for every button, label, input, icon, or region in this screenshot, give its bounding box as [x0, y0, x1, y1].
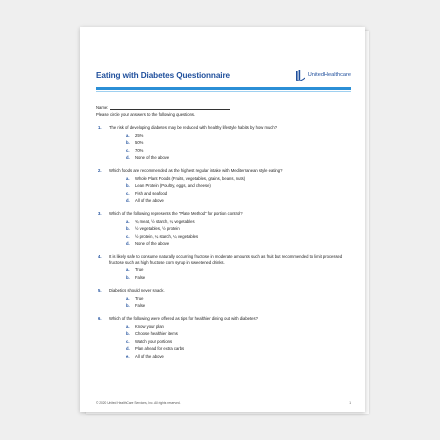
option-letter: b.	[126, 331, 130, 337]
option-letter: e.	[126, 353, 130, 359]
question-text: It is likely safe to consume naturally occurring fructose in moderate amounts such as fruit but recommended to limit processed fructose such as high fructose corn syrup in sweetened drinks.	[109, 254, 343, 265]
header-rule	[96, 87, 351, 90]
page-footer	[96, 401, 351, 405]
option-letter: d.	[126, 346, 130, 352]
answer-option[interactable]	[126, 233, 351, 241]
answer-option[interactable]	[126, 240, 351, 248]
name-blank-line[interactable]	[110, 105, 230, 110]
question-number: 2.	[98, 168, 102, 174]
answer-option[interactable]	[126, 182, 351, 190]
question-row	[96, 125, 351, 131]
question-number: 4.	[98, 254, 102, 260]
option-text: ½ vegetables, ½ protein	[135, 226, 180, 232]
option-letter: d.	[126, 198, 130, 204]
answer-option[interactable]	[126, 323, 351, 331]
question-2	[96, 168, 351, 205]
option-letter: b.	[126, 274, 130, 280]
question-row	[96, 254, 351, 265]
question-4	[96, 254, 351, 281]
name-label: Name:	[96, 105, 109, 110]
instructions: Please circle your answers to the following questions.	[96, 112, 196, 117]
option-text: Choose healthier items	[135, 331, 178, 337]
option-letter: c.	[126, 338, 130, 344]
option-text: Whole Plant Foods (Fruits, vegetables, grains, beans, nuts)	[135, 175, 246, 181]
option-letter: a.	[126, 175, 130, 181]
answer-options	[126, 218, 351, 248]
answer-options	[126, 175, 351, 205]
question-number: 1.	[98, 125, 102, 130]
option-text: Know your plan	[135, 323, 164, 329]
option-letter: a.	[126, 218, 130, 224]
answer-option[interactable]	[126, 345, 351, 353]
option-text: None of the above	[135, 155, 170, 161]
answer-options	[126, 266, 351, 281]
answer-option[interactable]	[126, 274, 351, 282]
name-field[interactable]	[96, 105, 351, 110]
option-text: 70%	[135, 147, 144, 153]
question-list	[96, 125, 351, 360]
option-text: None of the above	[135, 241, 170, 247]
option-text: 25%	[135, 132, 144, 138]
option-text: ½ protein, ¼ starch, ¼ vegetables	[135, 233, 199, 239]
option-letter: b.	[126, 183, 130, 189]
option-letter: b.	[126, 140, 130, 146]
answer-option[interactable]	[126, 266, 351, 274]
option-text: Lean Protein (Poultry, eggs, and cheese)	[135, 183, 211, 189]
answer-option[interactable]	[126, 330, 351, 338]
answer-option[interactable]	[126, 190, 351, 198]
option-text: Watch your portions	[135, 338, 173, 344]
logo-mark-icon	[296, 70, 305, 81]
option-letter: b.	[126, 226, 130, 232]
answer-options	[126, 323, 351, 361]
option-text: False	[135, 303, 146, 309]
questionnaire-page	[80, 27, 365, 412]
page-header	[96, 67, 351, 83]
answer-option[interactable]	[126, 147, 351, 155]
question-text: Which foods are recommended as the highest regular intake with Mediterranean style eating?	[109, 168, 283, 174]
question-row	[96, 211, 351, 217]
answer-option[interactable]	[126, 338, 351, 346]
answer-option[interactable]	[126, 132, 351, 140]
question-3	[96, 211, 351, 248]
question-text: Which of the following were offered as tips for healthier dining out with diabetes?	[109, 316, 258, 322]
option-text: Plan ahead for extra carbs	[135, 346, 185, 352]
question-number: 3.	[98, 211, 102, 217]
question-6	[96, 316, 351, 360]
option-letter: d.	[126, 241, 130, 247]
option-letter: a.	[126, 323, 130, 329]
option-text: False	[135, 274, 146, 280]
answer-option[interactable]	[126, 225, 351, 233]
page-number: 1	[349, 401, 351, 405]
question-5	[96, 288, 351, 310]
header-rule-thin	[96, 91, 351, 92]
question-text: Which of the following represents the "Plate Method" for portion control?	[109, 211, 243, 217]
option-text: Fish and seafood	[135, 190, 168, 196]
question-text: The risk of developing diabetes may be reduced with healthy lifestyle habits by how much?	[109, 125, 278, 130]
question-1	[96, 125, 351, 162]
answer-options	[126, 132, 351, 162]
question-row	[96, 316, 351, 322]
answer-option[interactable]	[126, 295, 351, 303]
option-text: All of the above	[135, 353, 164, 359]
question-row	[96, 288, 351, 294]
answer-option[interactable]	[126, 197, 351, 205]
page-title: Eating with Diabetes Questionnaire	[96, 70, 230, 80]
question-text: Diabetics should never snack.	[109, 287, 165, 293]
option-text: ¾ meat, ½ starch, ¼ vegetables	[135, 218, 195, 224]
option-text: 50%	[135, 140, 144, 146]
answer-option[interactable]	[126, 302, 351, 310]
answer-option[interactable]	[126, 353, 351, 361]
option-letter: b.	[126, 303, 130, 309]
question-number: 6.	[98, 316, 102, 322]
answer-option[interactable]	[126, 218, 351, 226]
logo-text: UnitedHealthcare	[307, 72, 351, 78]
option-text: True	[135, 267, 144, 273]
option-letter: c.	[126, 147, 130, 153]
answer-options	[126, 295, 351, 310]
copyright-text: © 2020 United HealthCare Services, Inc. All rights reserved.	[96, 401, 181, 405]
answer-option[interactable]	[126, 175, 351, 183]
answer-option[interactable]	[126, 154, 351, 162]
option-letter: a.	[126, 132, 130, 138]
option-letter: a.	[126, 295, 130, 301]
option-text: All of the above	[135, 198, 164, 204]
question-row	[96, 168, 351, 174]
unitedhealthcare-logo	[296, 70, 351, 81]
option-letter: a.	[126, 267, 130, 273]
option-letter: d.	[126, 155, 130, 161]
option-letter: c.	[126, 190, 130, 196]
answer-option[interactable]	[126, 139, 351, 147]
option-text: True	[135, 295, 144, 301]
option-letter: c.	[126, 233, 130, 239]
question-number: 5.	[98, 287, 102, 293]
